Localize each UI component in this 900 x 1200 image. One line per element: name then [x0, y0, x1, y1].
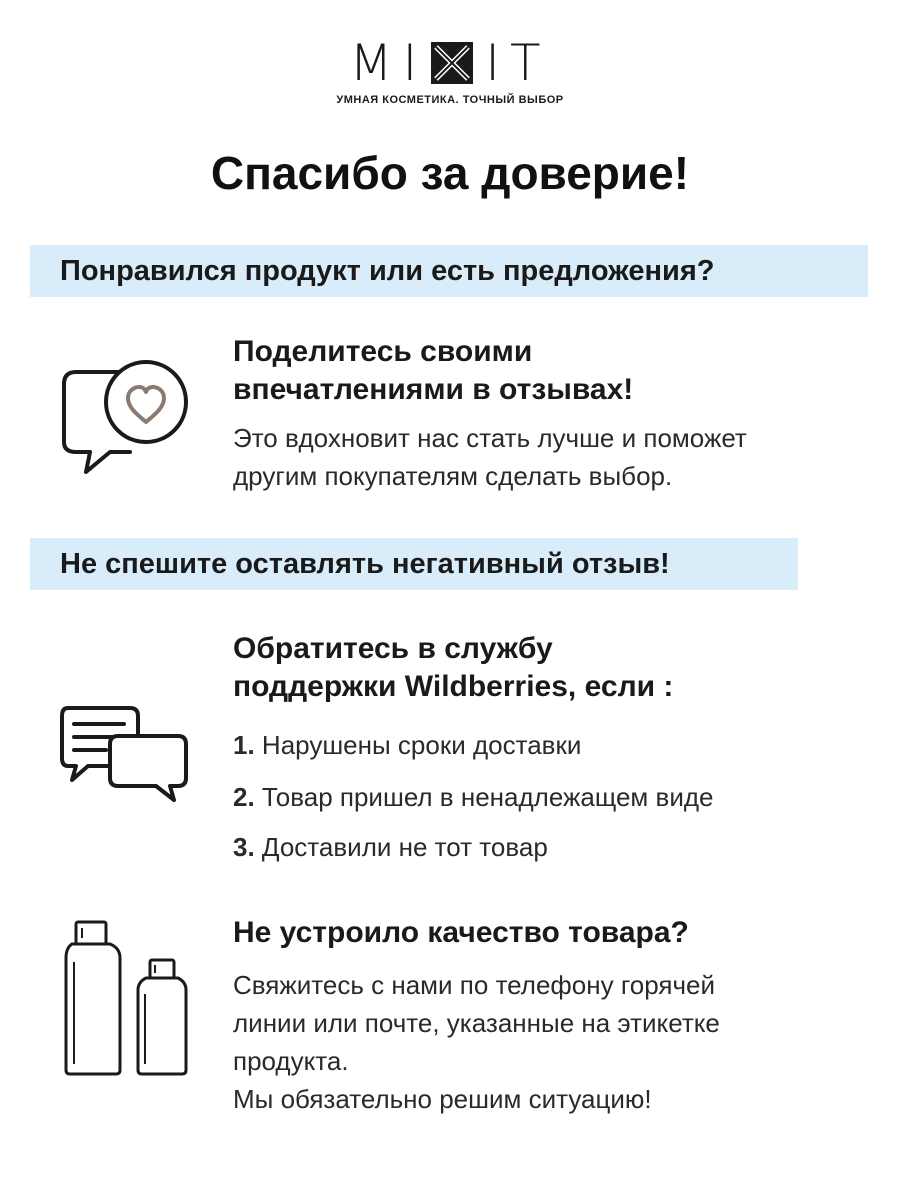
section1-heading-line2: впечатлениями в отзывах!: [233, 373, 634, 406]
list-item-2-num: 2.: [233, 782, 255, 812]
logo-x-icon: [431, 42, 473, 84]
list-item-1-text: Нарушены сроки доставки: [261, 730, 582, 760]
logo-text-right: IT: [485, 34, 551, 92]
section1-heading-line1: Поделитесь своими: [233, 335, 533, 368]
list-item-3: [233, 832, 548, 863]
section3-text-line4: Мы обязательно решим ситуацию!: [233, 1084, 652, 1114]
section2-band-text: Не спешите оставлять негативный отзыв!: [60, 547, 670, 580]
list-item-2: [233, 782, 713, 813]
list-item-1: [233, 730, 581, 761]
section2-heading: [233, 630, 673, 706]
list-item-3-text: Доставили не тот товар: [261, 832, 548, 862]
section1-heading: [233, 333, 633, 409]
section3-text: [233, 966, 720, 1118]
logo-text-left: MI: [349, 34, 428, 92]
logo-tagline: УМНАЯ КОСМЕТИКА. ТОЧНЫЙ ВЫБОР: [336, 94, 564, 106]
chat-bubbles-icon: [58, 700, 193, 810]
logo-wordmark: [349, 34, 551, 92]
section1-band: [30, 245, 868, 297]
brand-logo: [0, 34, 900, 106]
section3-text-line1: Свяжитесь с нами по телефону горячей: [233, 970, 715, 1000]
list-item-2-text: Товар пришел в ненадлежащем виде: [261, 782, 714, 812]
chat-heart-icon: [58, 352, 188, 477]
list-item-1-num: 1.: [233, 730, 255, 760]
section2-heading-line1: Обратитесь в службу: [233, 632, 553, 665]
section1-text-line2: другим покупателям сделать выбор.: [233, 461, 673, 491]
list-item-3-num: 3.: [233, 832, 255, 862]
section1-text: [233, 419, 747, 495]
section1-text-line1: Это вдохновит нас стать лучше и поможет: [233, 423, 747, 453]
section3-heading: Не устроило качество товара?: [233, 916, 689, 949]
section1-band-text: Понравился продукт или есть предложения?: [60, 254, 715, 287]
section2-heading-line2: поддержки Wildberries, если :: [233, 670, 674, 703]
section3-text-line3: продукта.: [233, 1046, 349, 1076]
section2-band: [30, 538, 798, 590]
section3-text-line2: линии или почте, указанные на этикетке: [233, 1008, 720, 1038]
bottles-icon: [62, 918, 192, 1078]
page-title: Спасибо за доверие!: [210, 147, 690, 199]
